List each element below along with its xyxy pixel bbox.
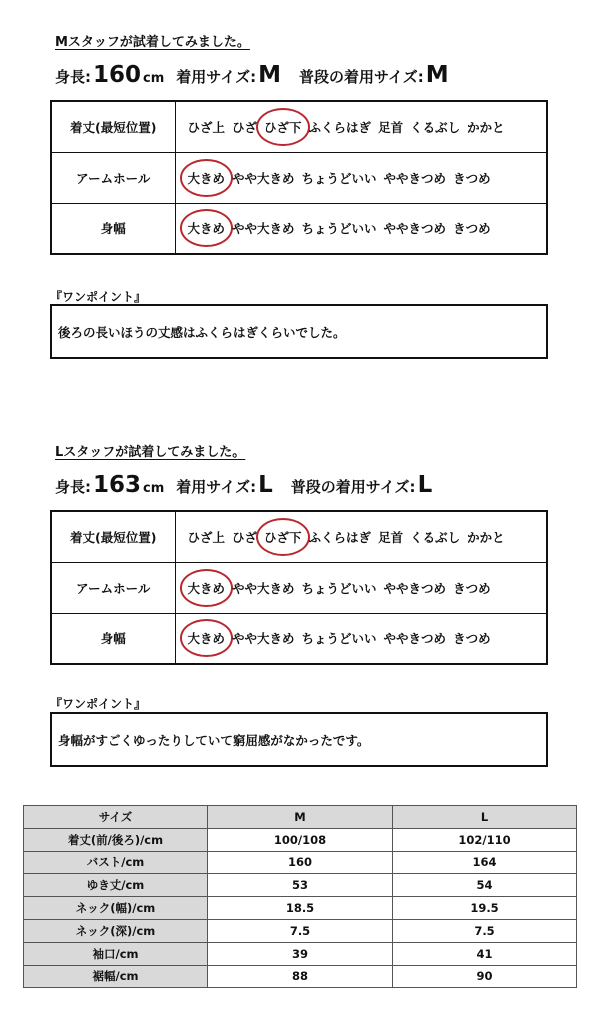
fit-row xyxy=(51,511,547,562)
fit-option: ひざ上 xyxy=(187,119,226,135)
size-row-label: ゆき丈/cm xyxy=(24,874,208,897)
size-table-header xyxy=(24,806,577,829)
fit-row-label: 着丈(最短位置) xyxy=(51,101,175,152)
fit-option: 足首 xyxy=(378,119,404,135)
height-unit: cm xyxy=(143,481,165,496)
fit-row-label: 身幅 xyxy=(51,613,175,664)
size-cell: 19.5 xyxy=(393,897,577,920)
size-row-label: 着丈(前/後ろ)/cm xyxy=(24,828,208,851)
size-cell: 54 xyxy=(393,874,577,897)
fit-row xyxy=(51,152,547,203)
fit-option: きつめ xyxy=(453,631,491,647)
size-cell: 39 xyxy=(208,942,393,965)
fit-option: やや大きめ xyxy=(232,580,295,596)
fit-option: かかと xyxy=(467,119,505,135)
wear-size-label: 着用サイズ: xyxy=(176,68,257,86)
fit-options xyxy=(175,101,547,152)
fit-option: ちょうどいい xyxy=(301,170,377,186)
section-heading: Lスタッフが試着してみました。 xyxy=(55,445,246,460)
size-table-row xyxy=(24,942,577,965)
fit-option: ややきつめ xyxy=(383,580,447,596)
height-value: 163 xyxy=(93,472,142,498)
onepoint-box xyxy=(50,304,548,359)
fit-row-label: 身幅 xyxy=(51,203,175,254)
onepoint-label: 『ワンポイント』 xyxy=(50,290,147,304)
fit-option: くるぶし xyxy=(410,529,461,545)
size-cell: 7.5 xyxy=(393,919,577,942)
fit-options xyxy=(175,203,547,254)
fit-options xyxy=(175,562,547,613)
fit-option-selected: ひざ下 xyxy=(264,119,302,135)
size-table-row xyxy=(24,851,577,874)
size-header-cell: M xyxy=(208,806,393,829)
size-table-row xyxy=(24,965,577,988)
size-table-row xyxy=(24,897,577,920)
height-value: 160 xyxy=(93,62,142,88)
fit-row xyxy=(51,101,547,152)
wear-size-value: M xyxy=(258,62,281,88)
usual-size-value: M xyxy=(425,62,449,88)
fit-option: ややきつめ xyxy=(383,170,447,186)
height-label: 身長: xyxy=(55,68,91,86)
size-cell: 164 xyxy=(393,851,577,874)
size-cell: 7.5 xyxy=(208,919,393,942)
fit-option: ちょうどいい xyxy=(301,631,377,647)
size-cell: 88 xyxy=(208,965,393,988)
fit-option: ちょうどいい xyxy=(301,580,377,596)
fit-option: ややきつめ xyxy=(383,631,447,647)
fit-option-selected: 大きめ xyxy=(187,221,226,237)
size-row-label: 袖口/cm xyxy=(24,942,208,965)
size-cell: 41 xyxy=(393,942,577,965)
fit-options xyxy=(175,152,547,203)
fit-row xyxy=(51,613,547,664)
size-row-label: 裾幅/cm xyxy=(24,965,208,988)
usual-size-label: 普段の着用サイズ: xyxy=(290,478,416,496)
fit-option-selected: 大きめ xyxy=(187,580,226,596)
size-table-row xyxy=(24,828,577,851)
fit-option: きつめ xyxy=(453,580,491,596)
size-table-row xyxy=(24,919,577,942)
fit-option-selected: ひざ下 xyxy=(264,529,302,545)
fit-option: きつめ xyxy=(453,221,491,237)
height-label: 身長: xyxy=(55,478,91,496)
size-row-label: ネック(深)/cm xyxy=(24,919,208,942)
height-unit: cm xyxy=(143,71,165,86)
staff-info xyxy=(55,62,451,88)
fit-table xyxy=(50,100,548,255)
fit-options xyxy=(175,511,547,562)
size-header-cell: L xyxy=(393,806,577,829)
onepoint-text: 後ろの長いほうの丈感はふくらはぎくらいでした。 xyxy=(58,324,346,340)
size-cell: 18.5 xyxy=(208,897,393,920)
wear-size-value: L xyxy=(258,472,273,498)
fit-option: やや大きめ xyxy=(232,631,295,647)
size-cell: 100/108 xyxy=(208,828,393,851)
size-header-cell: サイズ xyxy=(24,806,208,829)
size-table xyxy=(23,805,577,988)
fit-option: ふくらはぎ xyxy=(308,119,372,135)
usual-size-value: L xyxy=(417,472,433,498)
fit-option: ちょうどいい xyxy=(301,221,377,237)
fit-options xyxy=(175,613,547,664)
size-row-label: ネック(幅)/cm xyxy=(24,897,208,920)
usual-size-label: 普段の着用サイズ: xyxy=(298,68,424,86)
size-cell: 102/110 xyxy=(393,828,577,851)
onepoint-label: 『ワンポイント』 xyxy=(50,697,147,711)
fit-option: かかと xyxy=(467,529,505,545)
fit-option: 足首 xyxy=(378,529,404,545)
fit-option: ややきつめ xyxy=(383,221,447,237)
section-heading: Mスタッフが試着してみました。 xyxy=(55,35,250,50)
fit-row xyxy=(51,203,547,254)
fit-row-label: アームホール xyxy=(51,562,175,613)
size-row-label: バスト/cm xyxy=(24,851,208,874)
fit-option: やや大きめ xyxy=(232,221,295,237)
size-cell: 160 xyxy=(208,851,393,874)
onepoint-text: 身幅がすごくゆったりしていて窮屈感がなかったです。 xyxy=(58,732,370,748)
fit-row-label: 着丈(最短位置) xyxy=(51,511,175,562)
wear-size-label: 着用サイズ: xyxy=(176,478,257,496)
fit-row xyxy=(51,562,547,613)
staff-info xyxy=(55,472,434,498)
fit-option-selected: 大きめ xyxy=(187,631,226,647)
fit-option: ひざ xyxy=(232,119,258,135)
onepoint-box xyxy=(50,712,548,767)
fit-option: ひざ上 xyxy=(187,529,226,545)
fit-option-selected: 大きめ xyxy=(187,170,226,186)
fit-option: きつめ xyxy=(453,170,491,186)
fit-table xyxy=(50,510,548,665)
fit-option: やや大きめ xyxy=(232,170,295,186)
fit-option: ひざ xyxy=(232,529,258,545)
fit-option: ふくらはぎ xyxy=(308,529,372,545)
fit-row-label: アームホール xyxy=(51,152,175,203)
size-cell: 90 xyxy=(393,965,577,988)
size-table-row xyxy=(24,874,577,897)
fit-option: くるぶし xyxy=(410,119,461,135)
size-cell: 53 xyxy=(208,874,393,897)
